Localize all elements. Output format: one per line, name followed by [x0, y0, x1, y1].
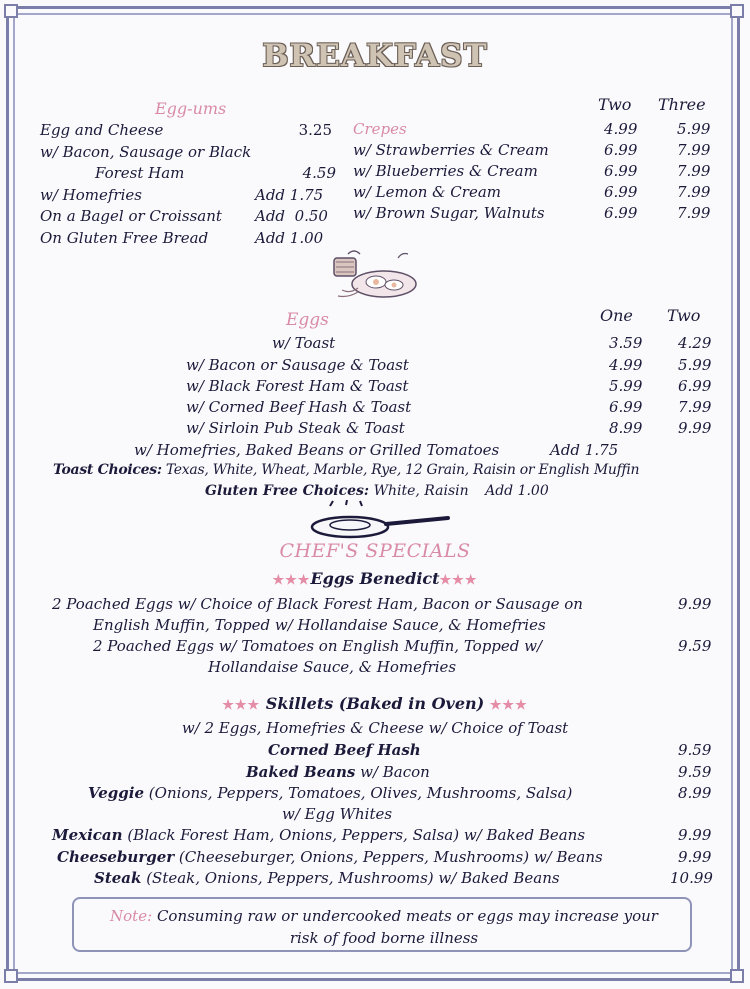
benedict-heading-row	[0, 570, 750, 590]
eggs-sides-price: Add 1.75	[550, 441, 619, 459]
eggums-item: On Gluten Free Bread	[40, 229, 209, 247]
skillet-row	[94, 869, 560, 887]
star-icon: ★★★	[439, 573, 478, 588]
crepes-price-three: 5.99	[677, 120, 711, 138]
crepes-col-three: Three	[658, 95, 706, 114]
toast-choices-label: Toast Choices:	[53, 462, 162, 478]
gf-text: White, Raisin	[373, 483, 469, 499]
skillet-price: 8.99	[678, 784, 712, 802]
skillet-row	[57, 848, 603, 866]
benedict-price: 9.59	[678, 637, 712, 655]
corner-ornament	[730, 969, 744, 983]
eggums-item: On a Bagel or Croissant	[40, 207, 222, 225]
gf-label: Gluten Free Choices:	[205, 483, 370, 499]
crepes-price-three: 7.99	[677, 162, 711, 180]
benedict-line: Hollandaise Sauce, & Homefries	[208, 658, 457, 676]
note-line-2: risk of food borne illness	[289, 929, 479, 947]
eggums-item: w/ Homefries	[40, 186, 142, 204]
eggs-price-two: 7.99	[678, 398, 712, 416]
skillet-name: Steak	[94, 869, 142, 887]
skillet-desc: (Black Forest Ham, Onions, Peppers, Salsa) w/ Baked Beans	[122, 826, 586, 844]
skillet-price: 9.99	[678, 826, 712, 844]
crepes-price-two: 4.99	[604, 120, 638, 138]
eggums-heading: Egg-ums	[155, 99, 227, 118]
gluten-free-choices	[205, 482, 549, 500]
eggs-price-two: 6.99	[678, 377, 712, 395]
eggs-price-two: 4.29	[678, 334, 712, 352]
eggs-price-one: 4.99	[609, 356, 643, 374]
corner-ornament	[4, 4, 18, 18]
skillet-price: 10.99	[670, 869, 713, 887]
eggs-price-one: 8.99	[609, 419, 643, 437]
eggums-price: Add 1.00	[255, 229, 324, 247]
eggs-price-one: 3.59	[609, 334, 643, 352]
gf-price: Add 1.00	[485, 483, 549, 499]
benedict-line: 2 Poached Eggs w/ Tomatoes on English Muffin, Topped w/	[93, 637, 543, 655]
eggs-sides: w/ Homefries, Baked Beans or Grilled Tomatoes	[134, 441, 500, 459]
skillet-name: Mexican	[52, 826, 123, 844]
eggums-price: 4.59	[302, 164, 336, 182]
crepes-price-two: 6.99	[604, 183, 638, 201]
specials-heading: CHEF'S SPECIALS	[279, 540, 471, 562]
corner-ornament	[730, 4, 744, 18]
toast-choices	[53, 461, 639, 479]
skillet-name: Cheeseburger	[57, 848, 175, 866]
eggs-item: w/ Black Forest Ham & Toast	[186, 377, 409, 395]
eggums-price: Add 0.50	[255, 207, 328, 225]
skillet-name: Baked Beans	[246, 763, 356, 781]
skillet-name: Corned Beef Hash	[268, 741, 421, 759]
skillet-desc: (Onions, Peppers, Tomatoes, Olives, Mushrooms, Salsa)	[144, 784, 573, 802]
frying-pan-icon	[308, 500, 456, 542]
star-icon: ★★★	[272, 573, 311, 588]
breakfast-plate-icon	[328, 248, 420, 304]
benedict-line: 2 Poached Eggs w/ Choice of Black Forest Ham, Bacon or Sausage on	[52, 595, 583, 613]
crepes-price-three: 7.99	[677, 141, 711, 159]
skillets-heading: Skillets (Baked in Oven)	[265, 694, 485, 713]
eggs-price-one: 5.99	[609, 377, 643, 395]
skillets-sub: w/ 2 Eggs, Homefries & Cheese w/ Choice of Toast	[181, 719, 569, 737]
skillet-extra: w/ Egg Whites	[282, 805, 393, 823]
eggs-item: w/ Toast	[272, 334, 336, 352]
page-title: BREAKFAST	[262, 38, 488, 74]
note-line-1: Consuming raw or undercooked meats or eggs may increase your	[156, 907, 658, 925]
skillet-desc: w/ Bacon	[355, 763, 430, 781]
skillet-desc: (Steak, Onions, Peppers, Mushrooms) w/ Baked Beans	[141, 869, 560, 887]
skillets-heading-row	[0, 695, 750, 715]
crepes-price-two: 6.99	[604, 204, 638, 222]
benedict-line: English Muffin, Topped w/ Hollandaise Sauce, & Homefries	[93, 616, 546, 634]
note-text	[74, 905, 694, 949]
skillet-price: 9.59	[678, 741, 712, 759]
skillet-price: 9.99	[678, 848, 712, 866]
skillet-price: 9.59	[678, 763, 712, 781]
crepes-price-three: 7.99	[677, 204, 711, 222]
crepes-price-two: 6.99	[604, 141, 638, 159]
eggs-item: w/ Corned Beef Hash & Toast	[186, 398, 412, 416]
crepes-price-two: 6.99	[604, 162, 638, 180]
crepes-item: w/ Brown Sugar, Walnuts	[353, 204, 545, 222]
food-safety-note	[72, 897, 692, 952]
crepes-item: w/ Strawberries & Cream	[353, 141, 549, 159]
eggs-heading: Eggs	[286, 310, 329, 330]
skillet-row	[88, 784, 572, 802]
benedict-heading: Eggs Benedict	[310, 569, 440, 588]
eggs-price-one: 6.99	[609, 398, 643, 416]
crepes-col-two: Two	[598, 95, 632, 114]
skillet-name: Veggie	[88, 784, 145, 802]
eggs-price-two: 9.99	[678, 419, 712, 437]
eggums-price: Add 1.75	[255, 186, 324, 204]
benedict-price: 9.99	[678, 595, 712, 613]
eggums-item: Forest Ham	[95, 164, 185, 182]
eggums-item: w/ Bacon, Sausage or Black	[40, 143, 252, 161]
toast-choices-text: Texas, White, Wheat, Marble, Rye, 12 Grain, Raisin or English Muffin	[165, 462, 640, 478]
eggs-item: w/ Sirloin Pub Steak & Toast	[186, 419, 405, 437]
note-label: Note:	[110, 907, 153, 925]
eggs-price-two: 5.99	[678, 356, 712, 374]
eggs-col-one: One	[600, 306, 633, 325]
crepes-item: w/ Blueberries & Cream	[353, 162, 538, 180]
eggums-price: 3.25	[298, 121, 332, 139]
eggs-col-two: Two	[667, 306, 701, 325]
eggs-item: w/ Bacon or Sausage & Toast	[186, 356, 409, 374]
skillet-row	[52, 826, 585, 844]
crepes-heading: Crepes	[353, 120, 407, 138]
eggums-item: Egg and Cheese	[40, 121, 164, 139]
skillet-desc: (Cheeseburger, Onions, Peppers, Mushrooms) w/ Beans	[174, 848, 603, 866]
star-icon: ★★★	[489, 698, 528, 713]
corner-ornament	[4, 969, 18, 983]
crepes-price-three: 7.99	[677, 183, 711, 201]
crepes-item: w/ Lemon & Cream	[353, 183, 501, 201]
skillet-row	[246, 763, 430, 781]
star-icon: ★★★	[222, 698, 261, 713]
